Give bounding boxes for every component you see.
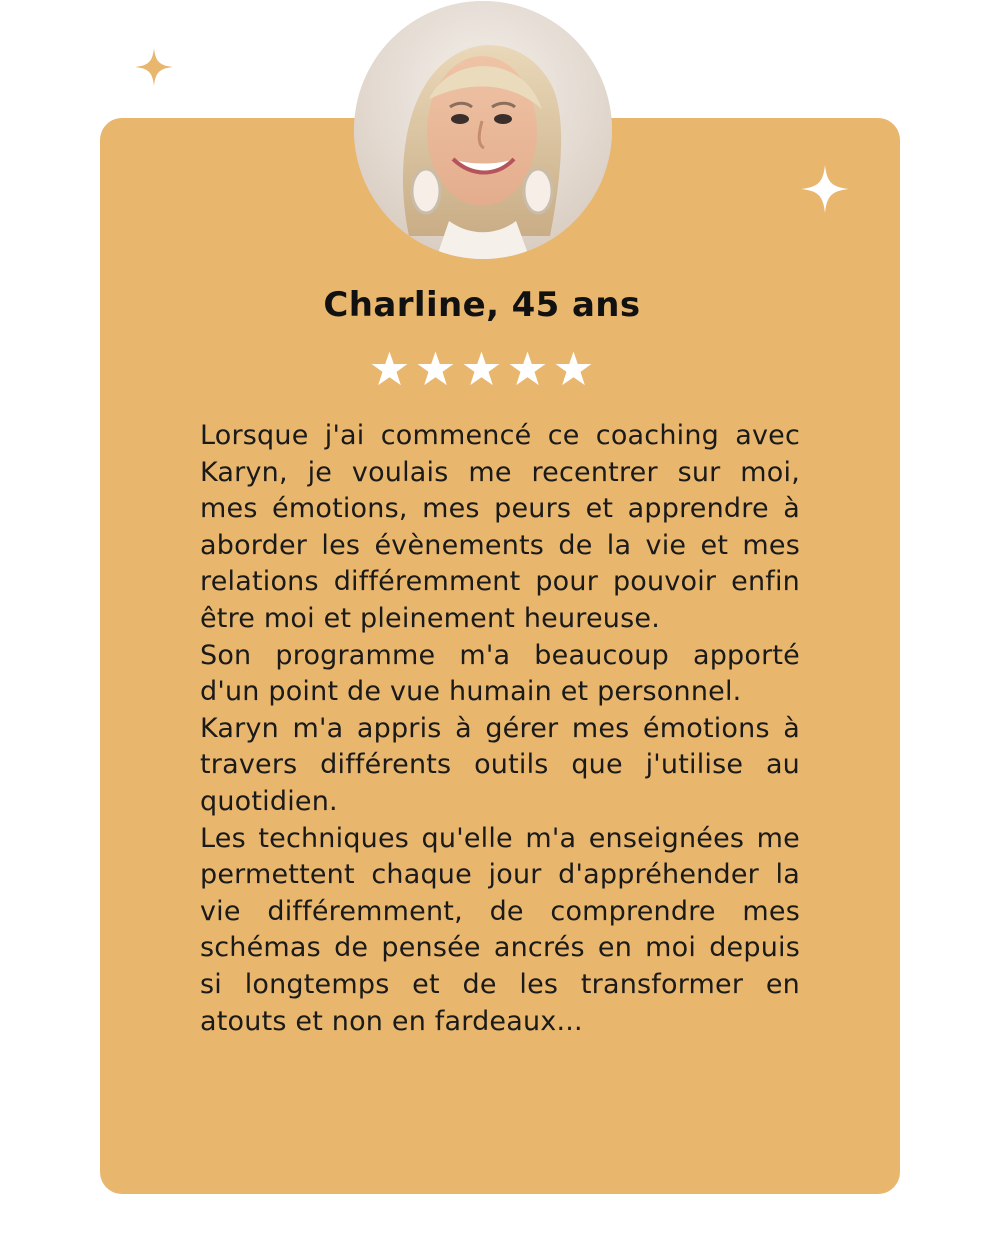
testimonial-paragraph: Karyn m'a appris à gérer mes émotions à travers différents outils que j'utilise au quotidien. (200, 712, 800, 817)
reviewer-name: Charline, 45 ans (323, 285, 641, 325)
testimonial-paragraph: Les techniques qu'elle m'a enseignées me permettent chaque jour d'appréhender la vie différemment, de comprendre mes schémas de pensée ancrés en moi depuis si longtemps et de les transformer en atouts et non en fardeaux... (200, 822, 800, 1037)
star-icon (462, 350, 501, 389)
star-icon (508, 350, 547, 389)
rating-stars (370, 348, 595, 390)
portrait-illustration (354, 1, 612, 259)
testimonial-paragraph: Lorsque j'ai commencé ce coaching avec Karyn, je voulais me recentrer sur moi, mes émotions, mes peurs et apprendre à aborder les évènements de la vie et mes relations différemment pour pouvoir enfin être moi et pleinement heureuse. (200, 420, 800, 634)
testimonial-text (200, 418, 800, 1040)
sparkle-icon-right (801, 165, 849, 213)
sparkle-icon-left (135, 48, 173, 86)
testimonial-paragraph: Son programme m'a beaucoup apporté d'un point de vue humain et personnel. (200, 639, 800, 708)
star-icon (416, 350, 455, 389)
avatar (354, 1, 612, 259)
star-icon (554, 350, 593, 389)
star-icon (370, 350, 409, 389)
